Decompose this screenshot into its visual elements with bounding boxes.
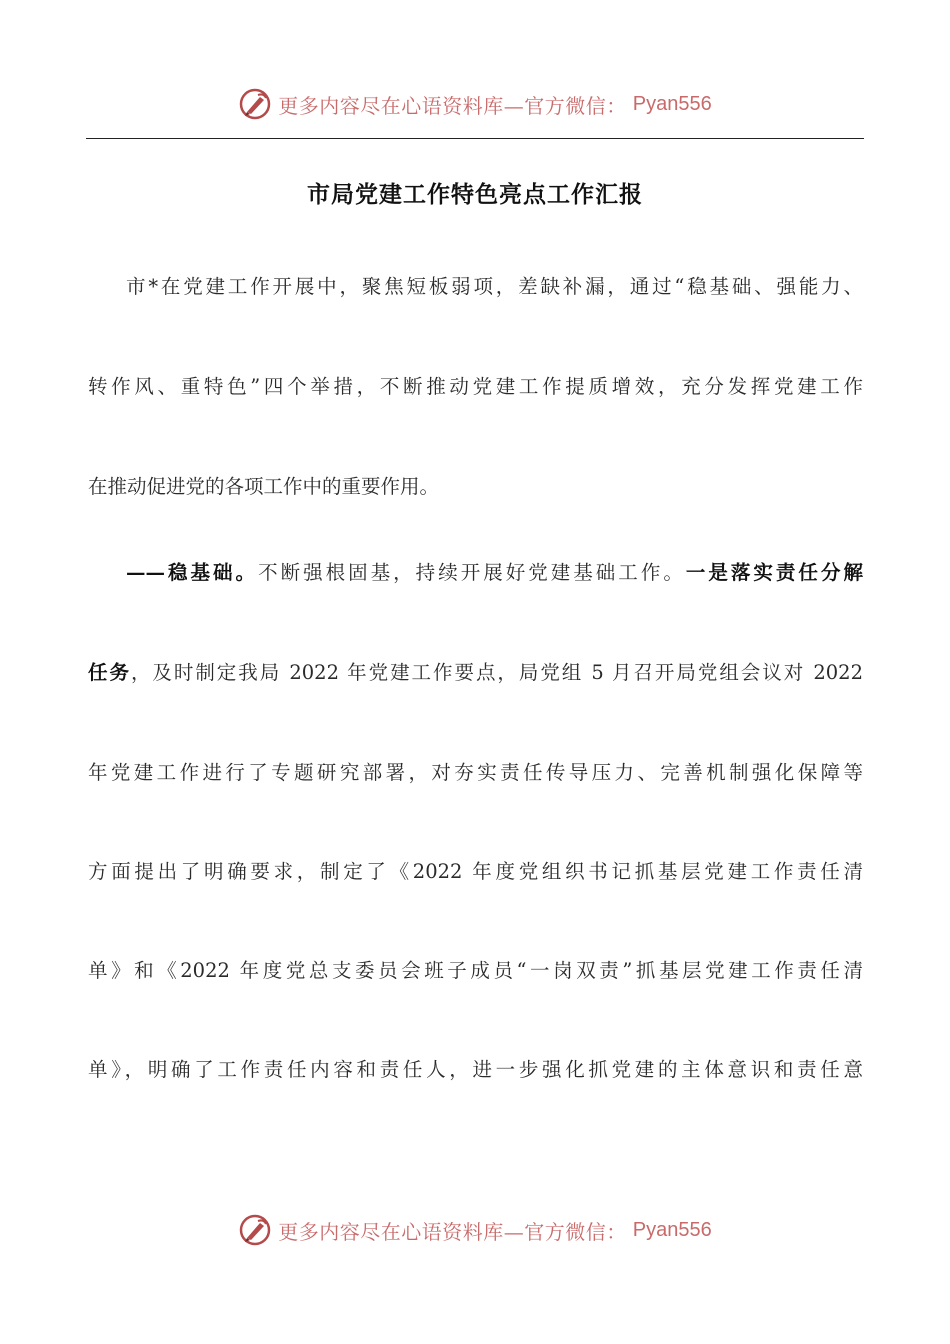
body-line-8: 单》和《2022 年度党总支委员会班子成员“一岗双责”抓基层党建工作责任清: [88, 959, 863, 982]
watermark-handle: Pyan556: [632, 1218, 712, 1241]
watermark-text: 更多内容尽在心语资料库—官方微信：: [278, 93, 627, 118]
body-line-7: 方面提出了明确要求，制定了《2022 年度党组织书记抓基层党建工作责任清: [88, 860, 863, 883]
body-line-5: [88, 658, 863, 688]
body-line-5-text: ，及时制定我局 2022 年党建工作要点，局党组 5 月召开局党组会议对 2022: [130, 661, 863, 684]
body-line-2: 转作风、重特色”四个举措，不断推动党建工作提质增效，充分发挥党建工作: [88, 375, 863, 398]
footer-watermark: [0, 1210, 950, 1250]
subheading-first-point-end: 任务: [88, 661, 131, 684]
body-line-6: 年党建工作进行了专题研究部署，对夯实责任传导压力、完善机制强化保障等: [88, 761, 863, 784]
watermark-handle: Pyan556: [632, 92, 712, 115]
pen-logo-icon: [238, 87, 272, 121]
subheading-first-point: 一是落实责任分解: [685, 561, 863, 584]
body-line-4: [126, 558, 863, 588]
body-line-1: 市*在党建工作开展中，聚焦短板弱项，差缺补漏，通过“稳基础、强能力、: [126, 275, 863, 298]
body-line-3: 在推动促进党的各项工作中的重要作用。: [88, 475, 440, 498]
header-watermark: [0, 84, 950, 124]
body-line-4-text: 不断强根固基，持续开展好党建基础工作。: [258, 561, 686, 584]
body-line-9: 单》，明确了工作责任内容和责任人，进一步强化抓党建的主体意识和责任意: [88, 1058, 863, 1081]
document-title: 市局党建工作特色亮点工作汇报: [307, 181, 643, 208]
pen-logo-icon: [238, 1213, 272, 1247]
header-divider: [86, 138, 864, 139]
section-heading-stabilize: ——稳基础。: [126, 561, 259, 584]
watermark-text: 更多内容尽在心语资料库—官方微信：: [278, 1219, 627, 1244]
